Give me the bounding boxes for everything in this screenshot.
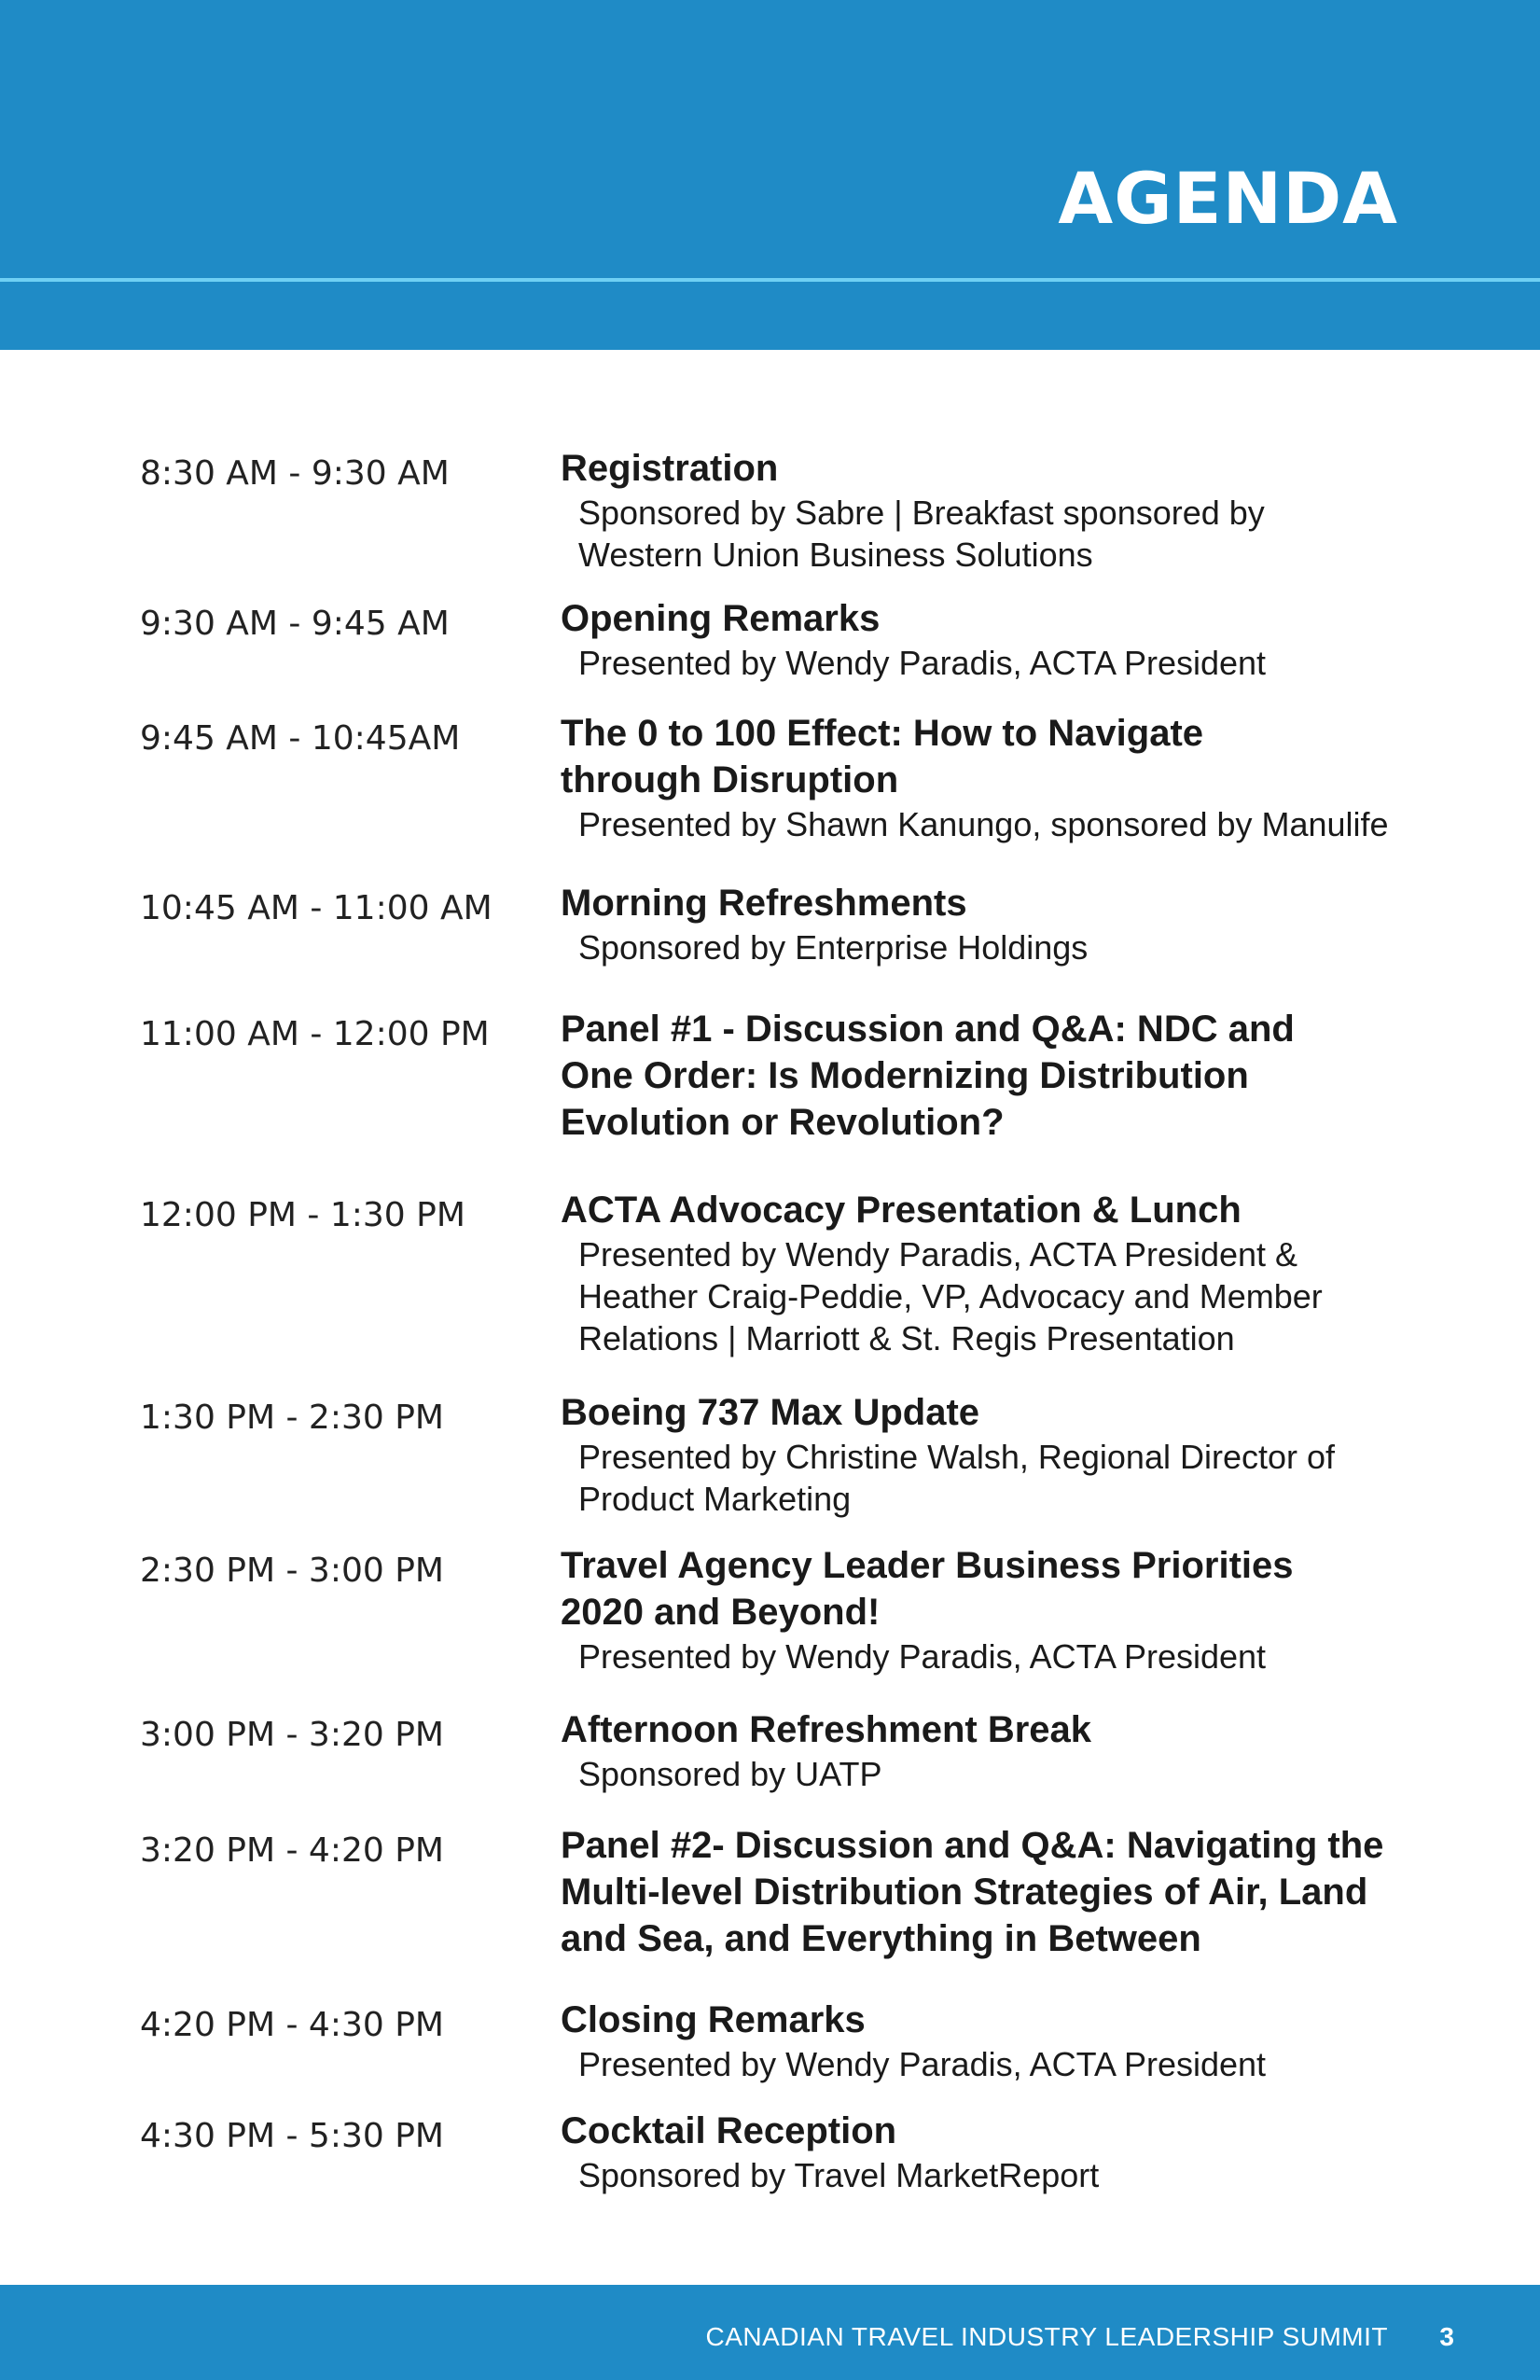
agenda-description: Relations | Marriott & St. Regis Presentation xyxy=(578,1319,1235,1357)
agenda-time: 11:00 AM - 12:00 PM xyxy=(140,1015,490,1053)
agenda-title: ACTA Advocacy Presentation & Lunch xyxy=(561,1190,1242,1231)
agenda-time: 9:45 AM - 10:45AM xyxy=(140,719,461,758)
agenda-time: 8:30 AM - 9:30 AM xyxy=(140,454,450,493)
agenda-description: Sponsored by UATP xyxy=(578,1755,882,1793)
agenda-time: 9:30 AM - 9:45 AM xyxy=(140,605,450,643)
agenda-title: Boeing 737 Max Update xyxy=(561,1392,980,1433)
agenda-title: Travel Agency Leader Business Priorities 2020 and Beyond! xyxy=(561,1545,1294,1633)
page-title: AGENDA xyxy=(1058,157,1398,240)
agenda-title: Registration xyxy=(561,448,779,489)
agenda-description: Presented by Wendy Paradis, ACTA President xyxy=(578,2045,1267,2083)
agenda-time: 4:20 PM - 4:30 PM xyxy=(140,2006,444,2044)
agenda-title: Morning Refreshments xyxy=(561,883,967,924)
agenda-description: Presented by Wendy Paradis, ACTA President xyxy=(578,644,1267,682)
agenda-title: Panel #2- Discussion and Q&A: Navigating the Multi-level Distribution Strategies of Air, Land and Sea, and Everything in Between xyxy=(561,1825,1384,1959)
agenda-title: Opening Remarks xyxy=(561,598,881,639)
footer-band xyxy=(0,2285,1540,2380)
agenda-time: 3:20 PM - 4:20 PM xyxy=(140,1831,444,1870)
header-band xyxy=(0,0,1540,350)
page-number: 3 xyxy=(1439,2322,1454,2351)
agenda-description: Presented by Wendy Paradis, ACTA President & xyxy=(578,1235,1298,1274)
agenda-description: Presented by Shawn Kanungo, sponsored by Manulife xyxy=(578,805,1389,843)
agenda-description: Heather Craig-Peddie, VP, Advocacy and Member xyxy=(578,1277,1323,1315)
agenda-description: Sponsored by Travel MarketReport xyxy=(578,2156,1100,2194)
agenda-time: 3:00 PM - 3:20 PM xyxy=(140,1716,444,1754)
footer-event-name: CANADIAN TRAVEL INDUSTRY LEADERSHIP SUMMIT xyxy=(705,2322,1388,2351)
agenda-title: Closing Remarks xyxy=(561,1999,866,2040)
agenda-time: 2:30 PM - 3:00 PM xyxy=(140,1552,444,1590)
agenda-time: 4:30 PM - 5:30 PM xyxy=(140,2117,444,2155)
agenda-description: Sponsored by Enterprise Holdings xyxy=(578,928,1089,967)
agenda-title: Afternoon Refreshment Break xyxy=(561,1709,1092,1750)
agenda-description: Western Union Business Solutions xyxy=(578,536,1093,574)
agenda-title: The 0 to 100 Effect: How to Navigate through Disruption xyxy=(561,713,1204,800)
agenda-description: Sponsored by Sabre | Breakfast sponsored by xyxy=(578,494,1265,532)
agenda-title: Panel #1 - Discussion and Q&A: NDC and One Order: Is Modernizing Distribution Evolution or Revolution? xyxy=(561,1009,1295,1143)
agenda-time: 10:45 AM - 11:00 AM xyxy=(140,889,493,927)
agenda-description: Presented by Christine Walsh, Regional Director of xyxy=(578,1438,1336,1476)
header-divider xyxy=(0,278,1540,282)
agenda-time: 1:30 PM - 2:30 PM xyxy=(140,1399,444,1437)
agenda-title: Cocktail Reception xyxy=(561,2110,897,2151)
agenda-time: 12:00 PM - 1:30 PM xyxy=(140,1196,465,1234)
agenda-description: Product Marketing xyxy=(578,1480,852,1518)
agenda-description: Presented by Wendy Paradis, ACTA President xyxy=(578,1637,1267,1676)
